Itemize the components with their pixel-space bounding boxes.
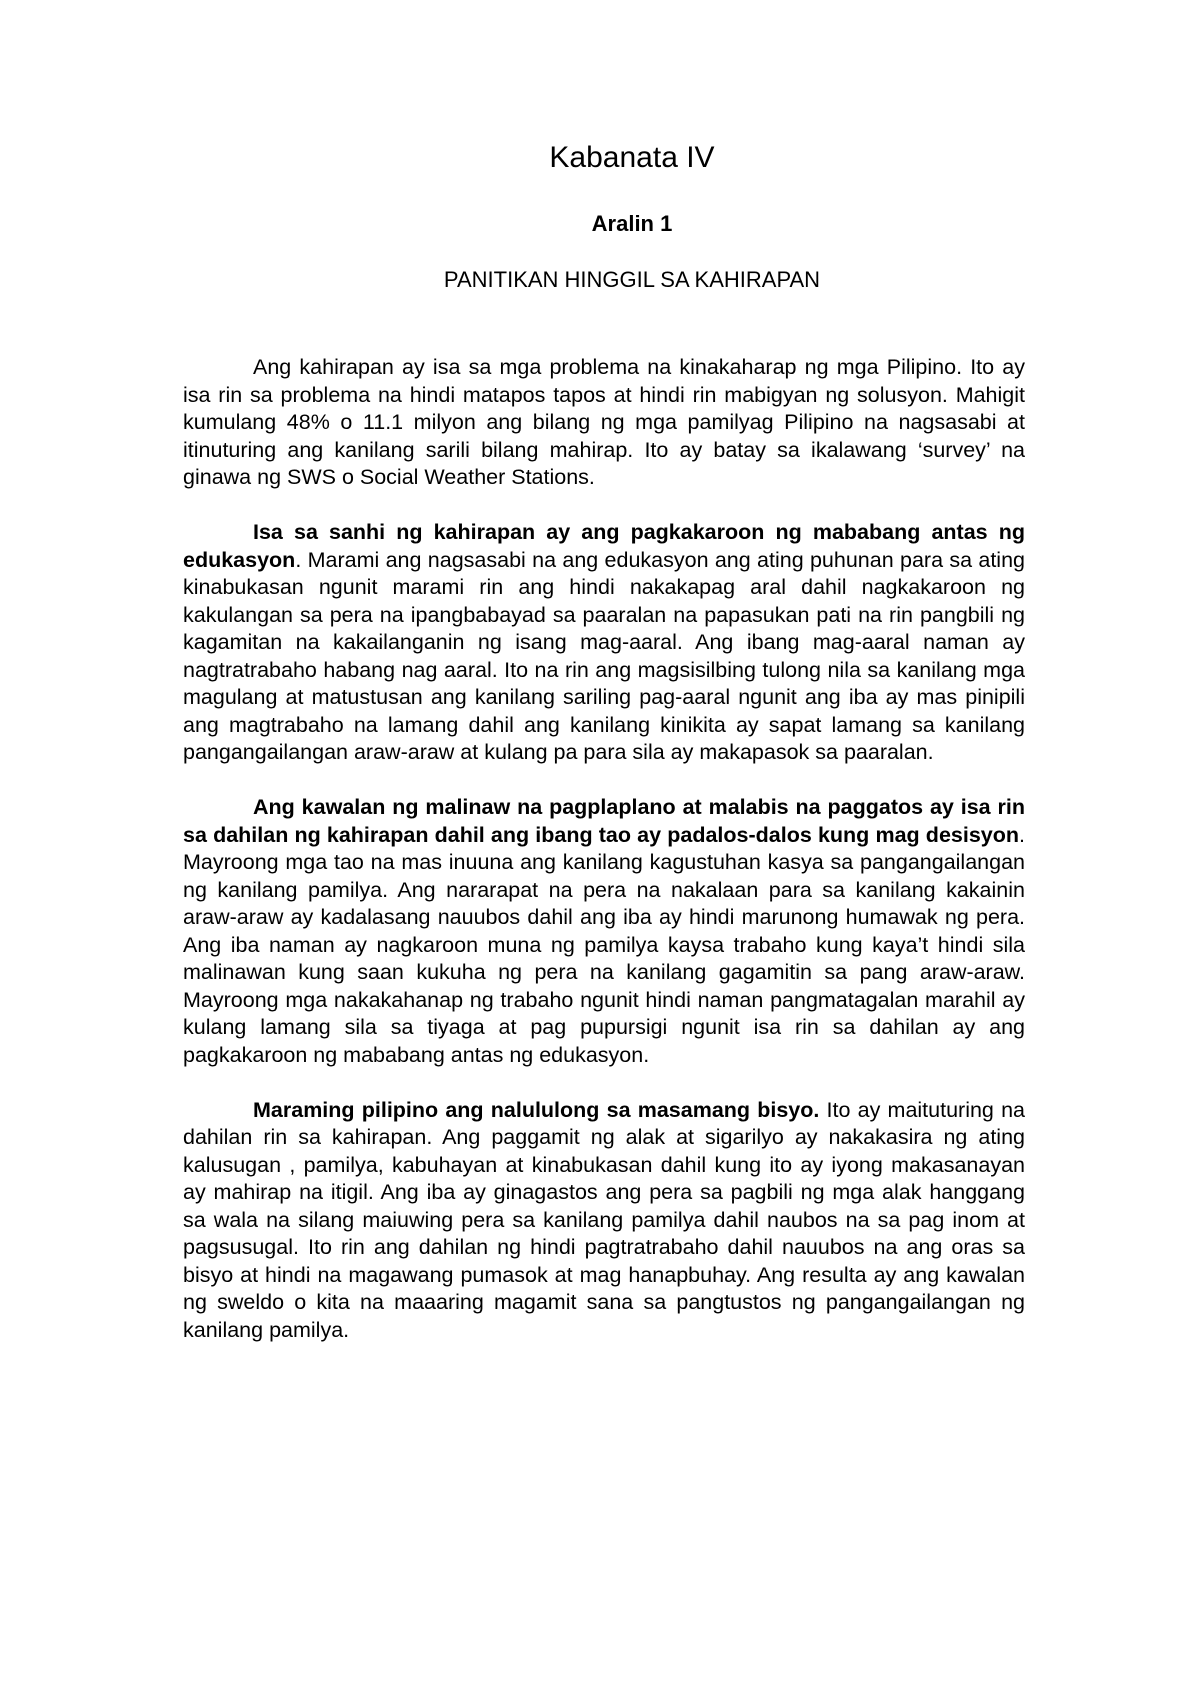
paragraph-text: . Marami ang nagsasabi na ang edukasyon ang ating puhunan para sa ating kinabukasan ngunit marami rin ang hindi nakakapag aral dahil nagkakaroon ng kakulangan sa pera na ipangbabayad sa paaralan na papasukan pati na rin pangbili ng kagamitan na kakailanganin ng isang mag-aaral. Ang ibang mag-aaral naman ay nagtratrabaho habang nag aaral. Ito na rin ang magsisilbing tulong nila sa kanilang mga magulang at matustusan ang kanilang sariling pag-aaral ngunit ang iba ay mas pinipili ang magtrabaho na lamang dahil ang kanilang kinikita ay sapat lamang sa kanilang pangangailangan araw-araw at kulang pa para sila ay makapasok sa paaralan. bbox=[183, 547, 1025, 764]
paragraph-text: . Mayroong mga tao na mas inuuna ang kanilang kagustuhan kasya sa pangangailangan ng kanilang pamilya. Ang nararapat na pera na nakalaan para sa kanilang kakainin araw-araw ay kadalasang nauubos dahil ang iba ay hindi marunong humawak ng pera. Ang iba naman ay nagkaroon muna ng pamilya kaysa trabaho kung kaya’t hindi sila malinawan kung saan kukuha ng pera na kanilang gagamitin sa pang araw-araw. Mayroong mga nakakahanap ng trabaho ngunit hindi naman pangmatagalan marahil ay kulang lamang sila sa tiyaga at pag pupursigi ngunit isa rin sa dahilan ay ang pagkakaroon ng mababang antas ng edukasyon. bbox=[183, 822, 1025, 1067]
paragraph-text: Ito ay maituturing na dahilan rin sa kahirapan. Ang paggamit ng alak at sigarilyo ay nakakasira ng ating kalusugan , pamilya, kabuhayan at kinabukasan dahil kung ito ay iyong makasanayan ay mahirap na itigil. Ang iba ay ginagastos ang pera sa pagbili ng mga alak hanggang sa wala na silang maiuwing pera sa kanilang pamilya dahil naubos na sa pag inom at pagsusugal. Ito rin ang dahilan ng hindi pagtratrabaho dahil nauubos na ang oras sa bisyo at hindi na magawang pumasok at mag hanapbuhay. Ang resulta ay ang kawalan ng sweldo o kita na maaaring magamit sana sa pangtustos ng pangangailangan ng kanilang pamilya. bbox=[183, 1097, 1025, 1342]
paragraph-planning bbox=[183, 794, 1025, 1069]
paragraph-lead: Maraming pilipino ang nalululong sa masamang bisyo. bbox=[253, 1097, 820, 1122]
paragraph-text: Ang kahirapan ay isa sa mga problema na kinakaharap ng mga Pilipino. Ito ay isa rin sa problema na hindi matapos tapos at hindi rin mabigyan ng solusyon. Mahigit kumulang 48% o 11.1 milyon ang bilang ng mga pamilyag Pilipino na nagsasabi at itinuturing ang kanilang sarili bilang mahirap. Ito ay batay sa ikalawang ‘survey’ na ginawa ng SWS o Social Weather Stations. bbox=[183, 355, 1025, 489]
lesson-title: Aralin 1 bbox=[591, 211, 673, 236]
paragraph-education bbox=[183, 519, 1025, 767]
topic-title: PANITIKAN HINGGIL SA KAHIRAPAN bbox=[443, 267, 821, 292]
paragraph-lead: Ang kawalan ng malinaw na pagplaplano at malabis na paggatos ay isa rin sa dahilan ng kahirapan dahil ang ibang tao ay padalos-dalos kung mag desisyon bbox=[183, 795, 1025, 847]
paragraph-lead: Isa sa sanhi ng kahirapan ay ang pagkakaroon ng mababang antas ng edukasyon bbox=[183, 520, 1025, 572]
paragraph-vices bbox=[183, 1097, 1025, 1345]
chapter-title: Kabanata IV bbox=[549, 141, 715, 174]
document-content bbox=[183, 140, 1025, 1344]
paragraph-intro bbox=[183, 354, 1025, 492]
